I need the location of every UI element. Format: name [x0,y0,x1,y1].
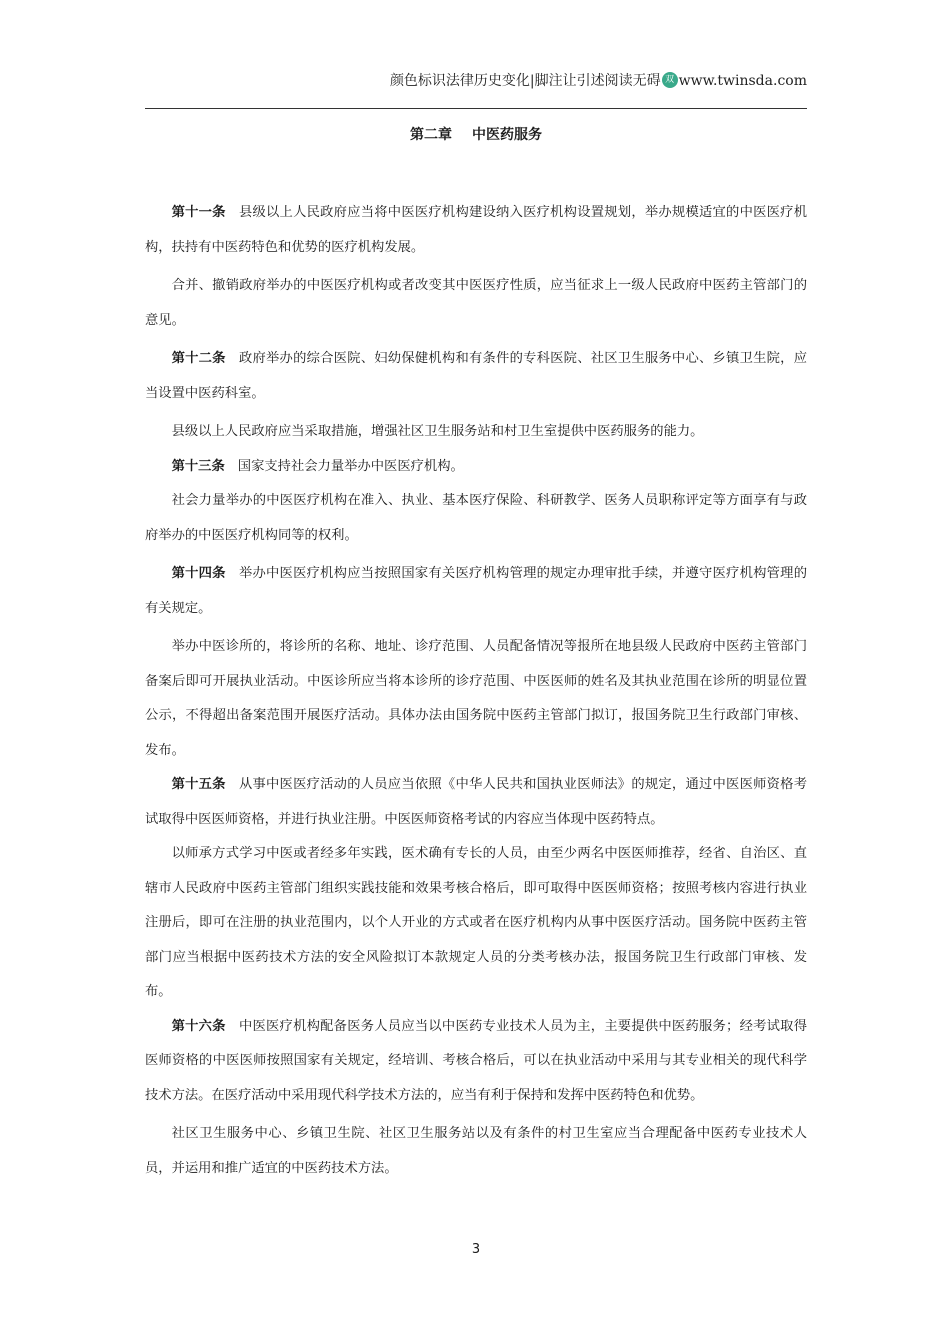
paragraph [145,630,807,768]
paragraph-text: 中医医疗机构配备医务人员应当以中医药专业技术人员为主，主要提供中医药服务；经考试取得医师资格的中医医师按照国家有关规定，经培训、考核合格后，可以在执业活动中采用与其专业相关的现代科学技术方法。在医疗活动中采用现代科学技术方法的，应当有利于保持和发挥中医药特色和优势。 [145,1018,808,1103]
paragraph-text: 县级以上人民政府应当采取措施，增强社区卫生服务站和村卫生室提供中医药服务的能力。 [171,424,704,439]
chapter-number: 第二章 [410,127,452,143]
header-title: 颜色标识法律历史变化|脚注让引述阅读无碍 [389,73,661,89]
article-number: 第十三条 [171,458,225,474]
page-number: 3 [471,1242,481,1257]
chapter-heading [145,124,807,144]
paragraph [145,768,807,837]
paragraph [145,342,807,411]
paragraph-text: 社区卫生服务中心、乡镇卫生院、社区卫生服务站以及有条件的村卫生室应当合理配备中医药专业技术人员，并运用和推广适宜的中医药技术方法。 [145,1126,807,1176]
paragraph [145,196,807,265]
paragraph [145,415,807,450]
article-number: 第十一条 [171,205,226,220]
paragraph-text: 举办中医医疗机构应当按照国家有关医疗机构管理的规定办理审批手续，并遵守医疗机构管理的有关规定。 [145,566,808,616]
paragraph-text: 政府举办的综合医院、妇幼保健机构和有条件的专科医院、社区卫生服务中心、乡镇卫生院，应当设置中医药科室。 [145,351,808,401]
article-number: 第十二条 [171,351,226,366]
paragraph [145,1010,807,1114]
header-site-link[interactable]: www.twinsda.com [678,73,807,89]
article-number: 第十五条 [171,777,226,792]
paragraph-text: 举办中医诊所的，将诊所的名称、地址、诊疗范围、人员配备情况等报所在地县级人民政府中医药主管部门备案后即可开展执业活动。中医诊所应当将本诊所的诊疗范围、中医医师的姓名及其执业范围在诊所的明显位置公示，不得超出备案范围开展医疗活动。具体办法由国务院中医药主管部门拟订，报国务院卫生行政部门审核、发布。 [145,639,807,758]
paragraph [145,269,807,338]
paragraph [145,1117,807,1186]
paragraph [145,450,807,485]
paragraph-text: 合并、撤销政府举办的中医医疗机构或者改变其中医医疗性质，应当征求上一级人民政府中医药主管部门的意见。 [145,278,807,328]
paragraph [145,484,807,553]
paragraph-text: 国家支持社会力量举办中医医疗机构。 [237,458,464,474]
page-header [145,70,807,90]
article-number: 第十六条 [171,1018,226,1034]
paragraph [145,837,807,1010]
chapter-title: 中医药服务 [472,127,542,143]
document-body [145,196,807,1186]
paragraph-text: 社会力量举办的中医医疗机构在准入、执业、基本医疗保险、科研教学、医务人员职称评定等方面享有与政府举办的中医医疗机构同等的权利。 [145,493,807,543]
article-number: 第十四条 [171,566,226,581]
twinsda-logo-icon: 双 [662,72,678,88]
paragraph-text: 从事中医医疗活动的人员应当依照《中华人民共和国执业医师法》的规定，通过中医医师资格考试取得中医医师资格，并进行执业注册。中医医师资格考试的内容应当体现中医药特点。 [145,777,808,827]
header-divider [145,108,807,109]
paragraph-text: 以师承方式学习中医或者经多年实践，医术确有专长的人员，由至少两名中医医师推荐，经省、自治区、直辖市人民政府中医药主管部门组织实践技能和效果考核合格后，即可取得中医医师资格；按照考核内容进行执业注册后，即可在注册的执业范围内，以个人开业的方式或者在医疗机构内从事中医医疗活动。国务院中医药主管部门应当根据中医药技术方法的安全风险拟订本款规定人员的分类考核办法，报国务院卫生行政部门审核、发布。 [145,846,807,999]
paragraph [145,557,807,626]
paragraph-text: 县级以上人民政府应当将中医医疗机构建设纳入医疗机构设置规划，举办规模适宜的中医医疗机构，扶持有中医药特色和优势的医疗机构发展。 [145,205,808,255]
